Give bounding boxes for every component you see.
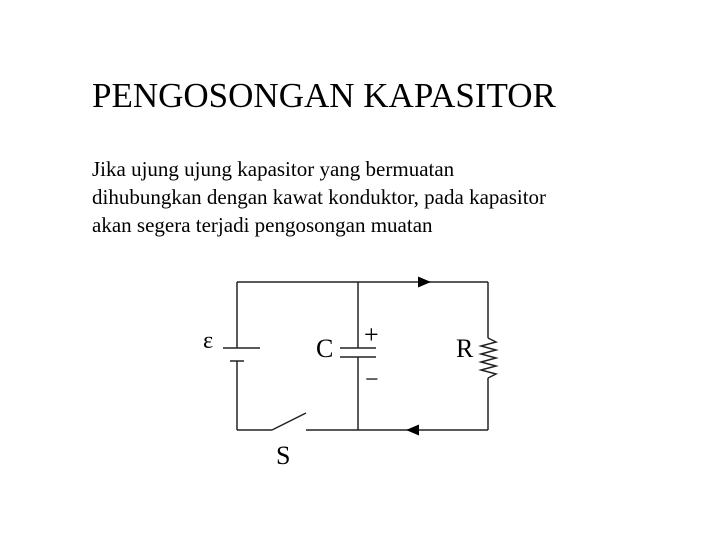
arrow-left-icon [406, 425, 419, 436]
emf-label: ε [203, 328, 214, 354]
body-line: Jika ujung ujung kapasitor yang bermuatan [92, 157, 455, 181]
resistor-label: R [456, 334, 474, 363]
switch-blade [272, 413, 306, 430]
arrow-right-icon [418, 277, 431, 288]
switch-label: S [276, 441, 291, 470]
minus-sign: − [365, 367, 379, 393]
slide-title: PENGOSONGAN KAPASITOR [92, 76, 556, 115]
body-line: dihubungkan dengan kawat konduktor, pada kapasitor [92, 185, 547, 209]
plus-sign: + [364, 320, 379, 349]
resistor-zigzag [481, 338, 496, 378]
body-line: akan segera terjadi pengosongan muatan [92, 213, 433, 237]
capacitor-label: C [316, 334, 334, 363]
